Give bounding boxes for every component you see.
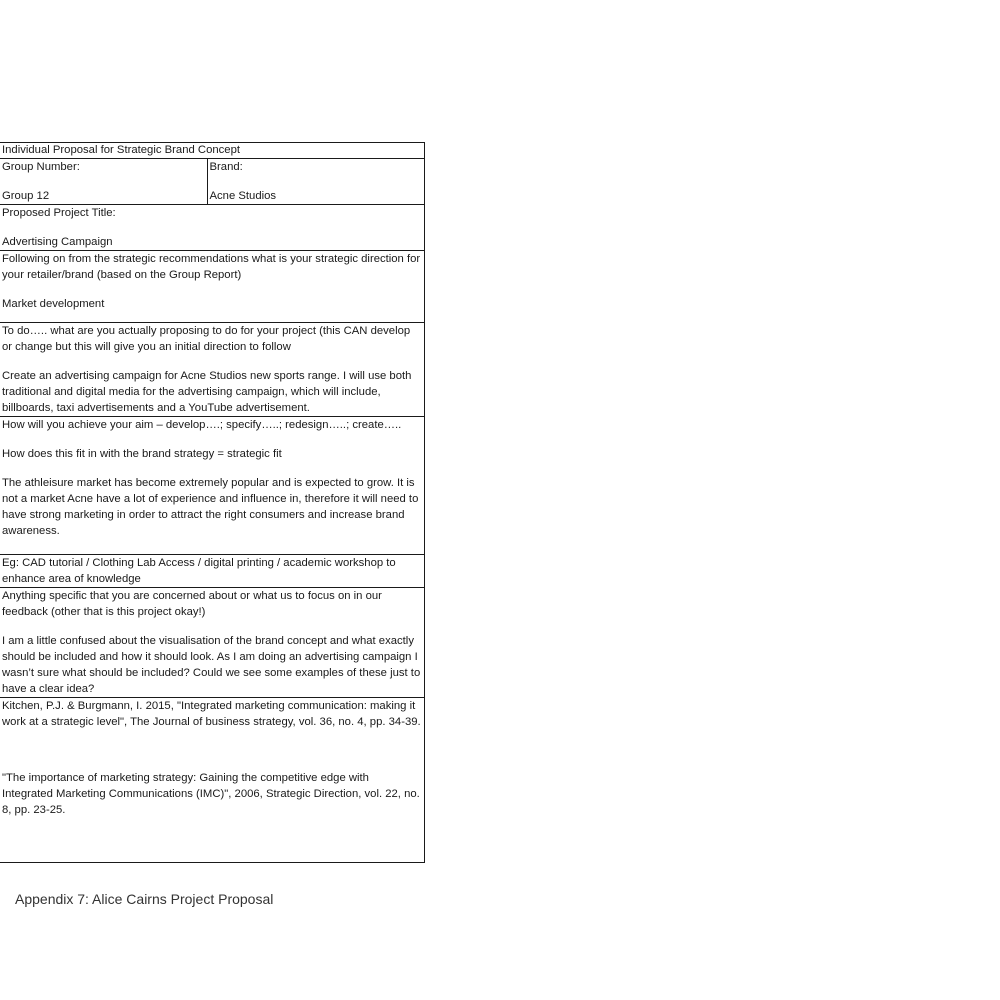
form-title: Individual Proposal for Strategic Brand Concept	[0, 143, 424, 159]
form-title-row	[0, 143, 424, 159]
concerns-row	[0, 588, 424, 698]
support-examples-row	[0, 555, 424, 588]
brand-label: Brand:	[209, 161, 243, 173]
reference-item: "The importance of marketing strategy: Gaining the competitive edge with Integrated Marketing Communications (IMC)", 2006, Strategic Direction, vol. 22, no. 8, pp. 23-25.	[2, 772, 420, 816]
todo-answer: Create an advertising campaign for Acne Studios new sports range. I will use both traditional and digital media for the advertising campaign, which will include, billboards, taxi advertisements and a YouTube advertisement.	[2, 370, 412, 414]
reference-item: Kitchen, P.J. & Burgmann, I. 2015, "Integrated marketing communication: making it work at a strategic level", The Journal of business strategy, vol. 36, no. 4, pp. 34-39.	[2, 700, 421, 728]
todo-row	[0, 323, 424, 417]
strategic-direction-row	[0, 251, 424, 323]
project-title-label: Proposed Project Title:	[2, 207, 116, 219]
brand-cell	[207, 159, 424, 205]
achieve-answer: The athleisure market has become extremely popular and is expected to grow. It is not a market Acne have a lot of experience and influence in, therefore it will need to have strong marketing in order to attract the right consumers and increase brand awareness.	[2, 477, 419, 537]
strategic-fit-prompt: How does this fit in with the brand strategy = strategic fit	[2, 448, 282, 460]
appendix-caption: Appendix 7: Alice Cairns Project Proposal	[15, 891, 274, 907]
brand-value: Acne Studios	[209, 190, 277, 202]
references-cell	[0, 698, 424, 863]
strategic-direction-answer: Market development	[2, 298, 105, 310]
todo-cell	[0, 323, 424, 417]
references-row	[0, 698, 424, 863]
group-number-value: Group 12	[2, 190, 50, 202]
strategic-direction-prompt: Following on from the strategic recommendations what is your strategic direction for your retailer/brand (based on the Group Report)	[2, 253, 421, 281]
group-number-label: Group Number:	[2, 161, 80, 173]
todo-prompt: To do….. what are you actually proposing to do for your project (this CAN develop or change but this will give you an initial direction to follow	[2, 325, 411, 353]
proposal-form-table	[0, 142, 425, 863]
achieve-prompt: How will you achieve your aim – develop….; specify…..; redesign…..; create…..	[2, 419, 402, 431]
concerns-prompt: Anything specific that you are concerned about or what us to focus on in our feedback (other that is this project okay!)	[2, 590, 382, 618]
project-title-cell	[0, 205, 424, 251]
support-examples-text: Eg: CAD tutorial / Clothing Lab Access / digital printing / academic workshop to enhance area of knowledge	[2, 557, 396, 585]
achieve-cell	[0, 417, 424, 555]
concerns-answer: I am a little confused about the visualisation of the brand concept and what exactly should be included and how it should look. As I am doing an advertising campaign I wasn’t sure what should be included? Could we see some examples of these just to have a clear idea?	[2, 635, 421, 695]
strategic-direction-cell	[0, 251, 424, 323]
concerns-cell	[0, 588, 424, 698]
group-number-cell	[0, 159, 207, 205]
project-title-value: Advertising Campaign	[2, 236, 113, 248]
group-brand-row	[0, 159, 424, 205]
support-examples-cell	[0, 555, 424, 588]
project-title-row	[0, 205, 424, 251]
achieve-row	[0, 417, 424, 555]
